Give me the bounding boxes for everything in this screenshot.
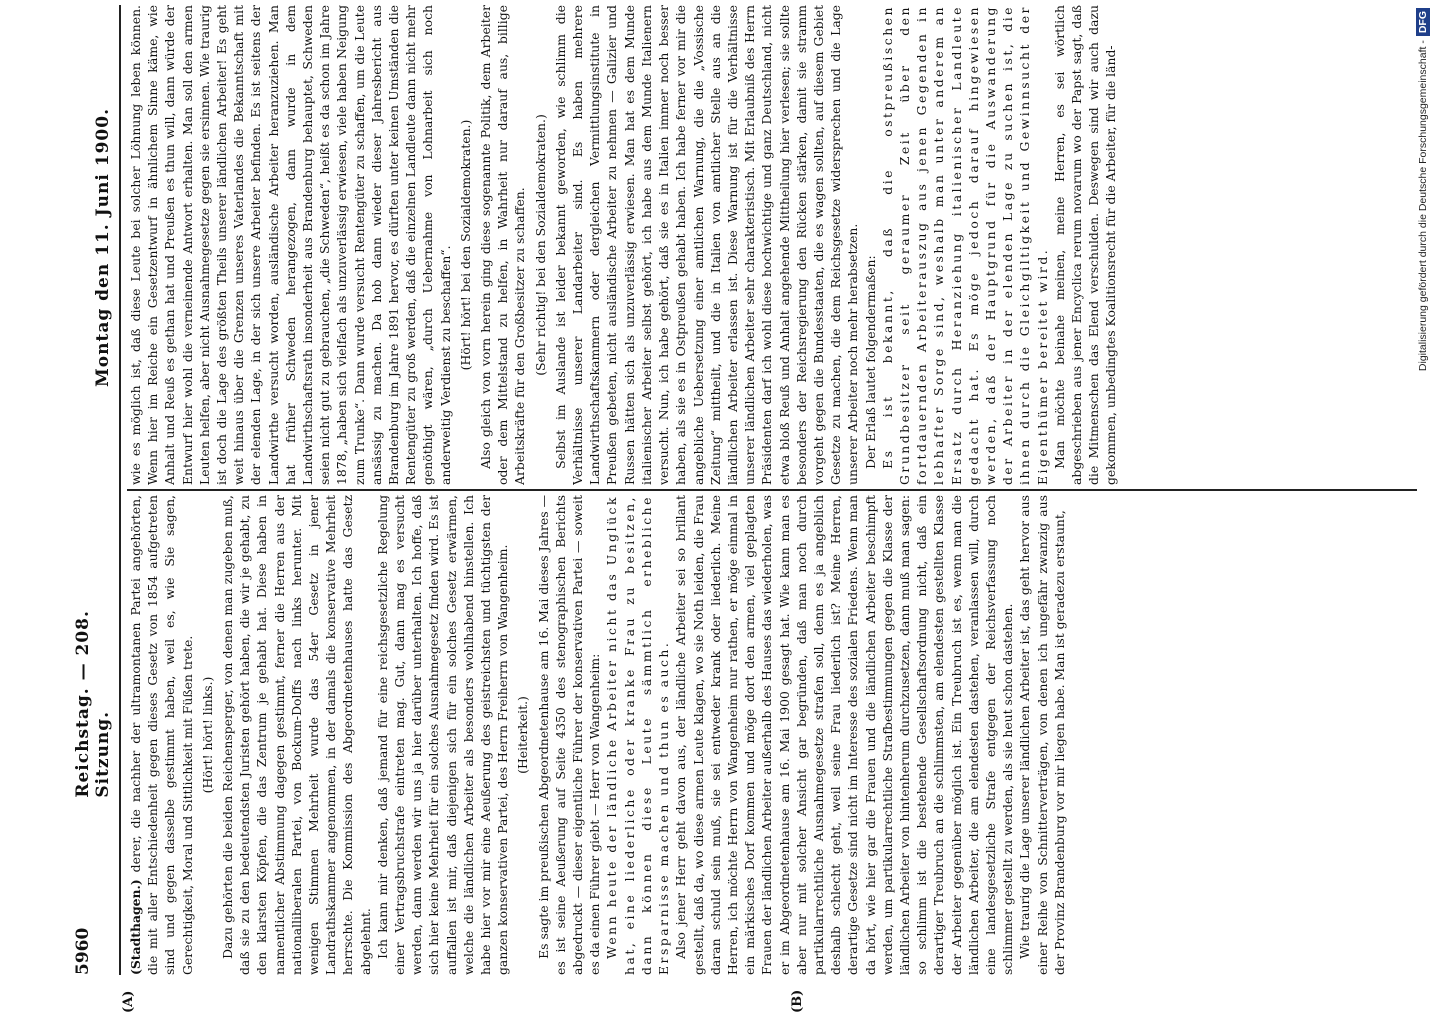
paragraph (862, 5, 879, 485)
paragraph-text: Selbst im Auslande ist leider bekannt geworden, wie schlimm die Verhältnisse unserer Landarbeiter sind. Es haben mehrere Landwirthschaftskammern oder dergleichen Vermittlungsinstitute in Preußen gebeten, nicht ausländische Arbeiter zu nehmen — Galizier und Russen hätten sich als unzuverlässig erwiesen. Man hat es dem Munde italienischer Arbeiter selbst gehört, ich habe aus dem Munde Italienern versucht. Nun, ich habe gehört, daß sie es in Italien immer noch besser haben, als sie es in Ostpreußen gehabt haben. Ich habe ferner vor mir die angebliche Uebersetzung einer amtlichen Warnung, die die „Vossische Zeitung“ mittheilt, und die in Italien von amtlicher Stelle aus an die ländlichen Arbeiter erlassen ist. Diese Warnung ist für die Verhältnisse unserer ländlichen Arbeiter sehr charakteristisch. Mit Erlaubniß des Herrn Präsidenten darf ich wohl diese hochwichtige und ganz Deutschland, nicht etwa bloß Reuß und Anhalt angehende Mittheilung hier verlesen; sie sollte besonders der Reichsregierung den Rücken stärken, damit sie stramm vorgeht gegen die Bundesstaaten, die es wagen sollten, auf diesem Gebiet Gesetze zu machen, die dem Reichsgesetze widersprechen und die Lage unserer Arbeiter noch mehr herabsetzen. (552, 5, 861, 485)
page-header (55, 5, 121, 975)
speaker-name: (Stadthagen.) (128, 879, 143, 975)
interjection (532, 5, 549, 485)
paragraph (374, 495, 512, 975)
document-page (55, 0, 1415, 1013)
digitization-credit (1416, 8, 1430, 994)
margin-mark-a: (A) (121, 990, 136, 1013)
paragraph-text: Es ist bekannt, daß die ostpreußischen Grundbesitzer seit geraumer Zeit über den fortdauernden Arbeiterauszug aus jenen Gegenden in lebhafter Sorge sind, weshalb man unter anderem an Ersatz durch Heranziehung italienischer Landleute gedacht hat. Es möge jedoch darauf hingewiesen werden, daß der Hauptgrund für die Auswanderung der Arbeiter in der elenden Lage zu suchen ist, die ihnen durch die Gleichgiltigkeit und Gewinnsucht der Eigenthümer bereitet wird. (879, 5, 1050, 485)
paragraph (552, 5, 862, 485)
paragraph-text: (Sehr richtig! bei den Sozialdemokraten.) (532, 114, 548, 376)
column-divider (127, 489, 1417, 491)
interjection (457, 5, 474, 485)
interjection (514, 495, 531, 975)
paragraph (127, 495, 196, 975)
paragraph (672, 495, 1016, 975)
interjection (199, 495, 216, 975)
quoted-passage (879, 5, 1051, 485)
text-columns (127, 5, 1417, 975)
paragraph-text: Dazu gehörten die beiden Reichensperger, von denen man zugeben muß, daß sie zu den bedeutendsten Juristen gehört haben, die wir je gehabt, zu den klarsten Köpfen, die das Zentrum je gehabt hat. Diese haben in namentlicher Abstimmung dagegen gestimmt, ferner die Herren aus der nationalliberalen Partei, von Bockum-Dolffs nach links herunter. Mit wenigen Stimmen Mehrheit wurde das 54er Gesetz in jener Landrathskammer angenommen, in der damals die konservative Mehrheit herrschte. Die Kommission des Abgeordnetenhauses hatte das Gesetz abgelehnt. (220, 495, 373, 975)
paragraph-text: Also jener Herr geht davon aus, der ländliche Arbeiter sei so brillant gestellt, daß da, wo diese armen Leute klagen, wo sie Noth leiden, die Frau daran schuld sein muß, sie sei entweder krank oder liederlich. Meine Herren, ich möchte Herrn von Wangenheim nur rathen, er möge einmal in ein märkisches Dorf kommen und möge dort den armen, viel geplagten Frauen der ländlichen Arbeiter außerhalb des Hauses das wiederholen, was er im Abgeordnetenhause am 16. Mai 1900 gesagt hat. Wie kann man es aber nur mit solcher Ansicht gar begründen, daß man noch durch partikularrechtliche Ausnahmegesetze strafen soll, denn es ja angeblich deshalb schlecht geht, weil seine Frau liederlich ist? Meine Herren, derartige Gesetze sind nicht im Interesse des sozialen Friedens. Wenn man da hört, wie hier gar die Frauen und die ländlichen Arbeiter beschimpft werden, um partikularrechtliche Strafbestimmungen gegen die Klasse der ländlichen Arbeiter von hintenherum durchzusetzen, dann muß man sagen: so schlimm ist die bestehende Gesellschaftsordnung nicht, daß ein derartiger Treubruch an die schlimmsten, am elendesten gestellten Klasse der Arbeiter gegenüber möglich ist. Ein Treubruch ist es, wenn man die ländlichen Arbeiter, die am elendesten dastehen, veranlassen will, durch eine landesgesetzliche Strafe entgegen der Reichsverfassung noch schlimmer gestellt zu werden, als sie heut schon dastehen. (673, 495, 1016, 975)
page-number: 5960 (73, 927, 93, 975)
right-column (127, 5, 1417, 485)
paragraph (477, 5, 529, 485)
paragraph-text: (Hört! hört! links.) (199, 676, 215, 794)
paragraph-text: wie es möglich ist, daß diese Leute bei solcher Löhnung leben können. Wenn hier im Reiche ein Gesetzentwurf in ähnlichem Sinne käme, wie Anhalt und Reuß es gethan hat und Preußen es thun will, dann würde der Entwurf hier wohl die verneinende Antwort erhalten. Man soll den armen Leuten helfen, aber nicht Ausnahmegesetze gegen sie ersinnen. Wie traurig ist doch die Lage des größten Theils unserer ländlichen Arbeiter! Es geht weit hinaus über die Grenzen unseres Vaterlandes die Bekanntschaft mit der elenden Lage, in der sich unsere Arbeiter befinden. Es ist seitens der Landwirthe versucht worden, ausländische Arbeiter heranzuziehen. Man hat früher Schweden herangezogen, dann wurde in dem Landwirthschaftsrath insonderheit aus Brandenburg behauptet, Schweden seien nicht gut zu gebrauchen, „die Schweden“, heißt es da schon im Jahre 1878, „haben sich vielfach als unzuverlässig erwiesen, viele haben Neigung zum Trunke“. Dann wurde versucht Rentengüter zu schaffen, um die Leute ansässig zu machen. Da hob dann wieder dieser Jahresbericht aus Brandenburg im Jahre 1891 hervor, es dürften unter keinen Umständen die Rentengüter zu groß werden, daß die einzelnen Landleute dann nicht mehr genöthigt wären, „durch Uebernahme von Lohnarbeit sich noch anderweitig Verdienst zu beschaffen“. (128, 5, 453, 485)
running-head-right: Montag den 11. Juni 1900. (93, 107, 113, 388)
running-head-left: Reichstag. — 208. Sitzung. (73, 610, 113, 798)
paragraph-text: Wenn heute der ländliche Arbeiter nicht das Unglück hat, eine liederliche oder kranke Frau zu besitzen, dann können diese Leute sämmtlich erhebliche Ersparnisse machen und thun es auch. (604, 495, 672, 975)
paragraph-text: (Heiterkeit.) (515, 696, 531, 774)
paragraph-text: Es sagte im preußischen Abgeordnetenhause am 16. Mai dieses Jahres — es ist seine Aeußerung auf Seite 4350 des stenographischen Berichts abgedruckt — dieser eigentliche Führer der konservativen Partei — soweit es da einen Führer giebt — Herr von Wangenheim: (535, 495, 603, 975)
paragraph-text: Also gleich von vorn herein ging diese sogenannte Politik, dem Arbeiter oder dem Mittelstand zu helfen, in Wahrheit nur darauf aus, billige Arbeitskräfte für den Großbesitzer zu schaffen. (478, 5, 528, 485)
left-column (127, 495, 1417, 975)
paragraph (219, 495, 374, 975)
credit-text: Digitalisierung gefördert durch die Deutsche Forschungsgemeinschaft - (1417, 40, 1429, 372)
paragraph (127, 5, 454, 485)
dfg-logo-icon: DFG (1416, 8, 1430, 36)
quoted-passage (603, 495, 672, 975)
paragraph-text: Der Erlaß lautet folgendermaßen: (862, 255, 878, 469)
paragraph-text: Ich kann mir denken, daß jemand für eine reichsgesetzliche Regelung einer Vertragsbruchstrafe eintreten mag. Gut, dann mag es versucht werden, dann werden wir uns ja hier darüber unterhalten. Ich hoffe, daß sich hier keine Mehrheit für ein solches Ausnahmegesetz finden wird. Es ist auffallen ist mir, daß diejenigen sich für ein solches Gesetz erwärmen, welche die ländlichen Arbeiter als besonders wohlhabend hinstellen. Ich habe hier vor mir eine Aeußerung des geistreichsten und tüchtigsten der ganzen konservativen Partei, des Herrn Freiherrn von Wangenheim. (374, 495, 511, 975)
paragraph (1016, 495, 1068, 975)
paragraph-text: (Hört! hört! bei den Sozialdemokraten.) (457, 119, 473, 371)
paragraph-text: Wie traurig die Lage unserer ländlichen Arbeiter ist, das geht hervor aus einer Reihe von Schnitterverträgen, von denen ich ungefähr zwanzig aus der Provinz Brandenburg vor mir liegen habe. Man ist geradezu erstaunt, (1017, 495, 1067, 975)
paragraph (1051, 5, 1120, 485)
paragraph (535, 495, 604, 975)
paragraph-text: Man möchte beinahe meinen, meine Herren, es sei wörtlich abgeschrieben aus jener Encyclica rerum novarum wo der Papst sagt, daß die Mitmenschen das Elend verschulden. Deswegen sind wir auch dazu gekommen, unbedingtes Koalitionsrecht für die Arbeiter, für die länd- (1051, 5, 1119, 485)
margin-mark-b: (B) (790, 989, 805, 1013)
paragraph-text: derer, die nachher der ultramontanen Partei angehörten, die mit aller Entschiedenheit gegen dieses Gesetz von 1854 aufgetreten sind und gegen dasselbe gestimmt haben, weil es, wie Sie sagen, Gerechtigkeit, Moral und Sittlichkeit mit Füßen trete. (128, 495, 195, 975)
